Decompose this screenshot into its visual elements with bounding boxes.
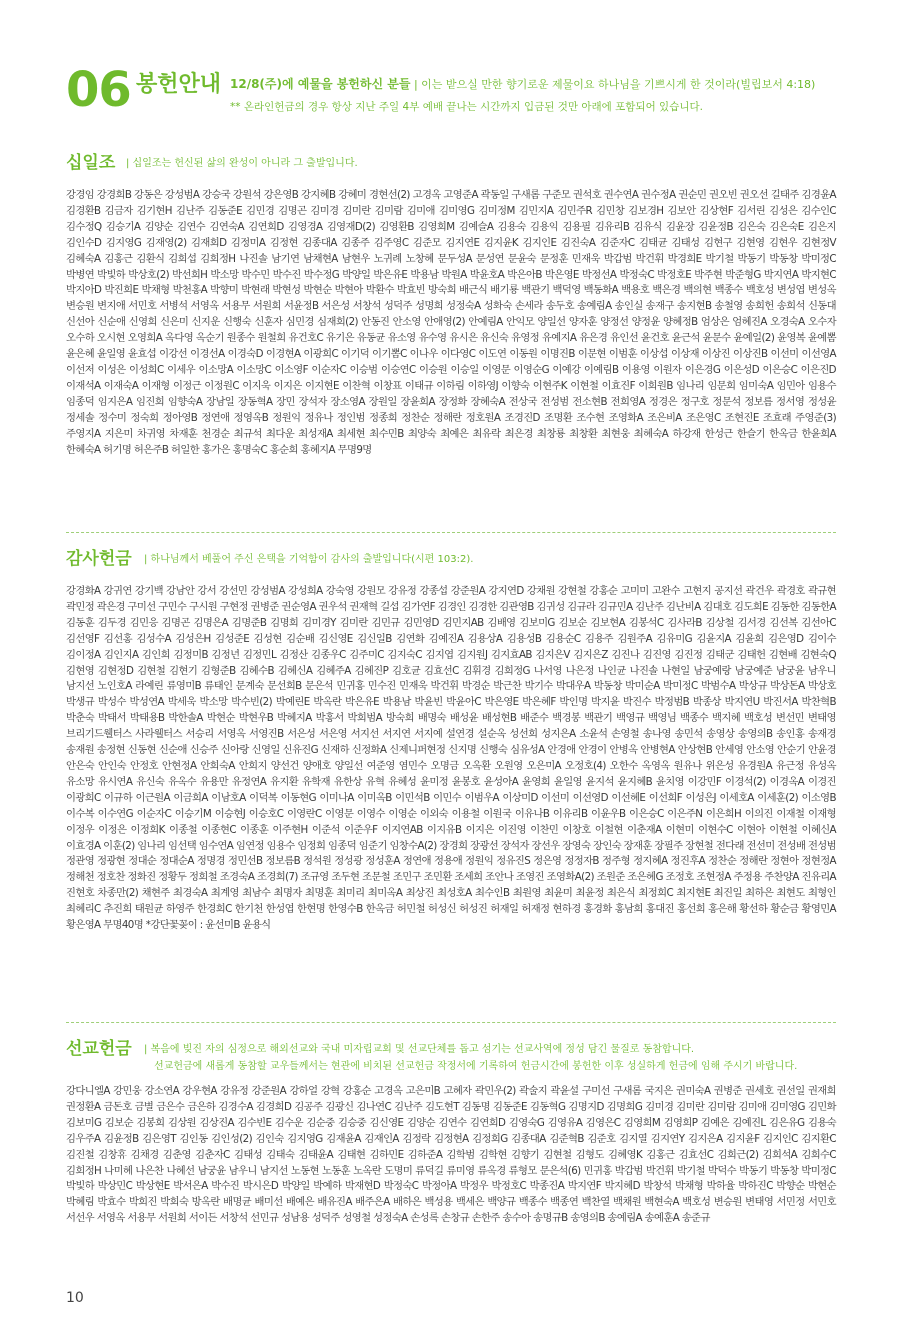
- section-divider: [66, 1022, 836, 1023]
- header-note: ** 온라인헌금의 경우 항상 지난 주일 4부 예배 끝나는 시간까지 입금된 것만 아래에 포함되어 있습니다.: [230, 101, 703, 113]
- donor-list: 강경임 강경희B 강동은 강성범A 강승국 강원석 강은영B 강지혜B 강혜미 경현선(2) 고경옥 고영준A 곽동일 구새롬 구준모 권석호 권수연A 권수정A 권순민 권오빈 권오선 길태주 김경윤A 김경환B 김금자 김기현H 김난주 김동준E 김민경 김명곤 김미경 김미란 김미람 김미애 김미영G 김미정M 김민지A 김민주R 김민창 김보경H 김보안 김상현F 김서린 김성은 김수인C 김수정Q 김승기A 김양순 김연수 김연숙A 김연희D 김영경A 김영재D(2) 김영환B 김영희M 김예슬A 김용숙 김용익 김용필 김유리B 김유식 김윤장 김윤정B 김은숙 김은숙E 김은지 김인수D 김지영G 김재영(2) 김재희D 김정미A 김정현 김종대A 김종주 김주영C 김준모 김지연E 김지윤K 김지인E 김진숙A 김준자C 김태균 김태성 김현구 김현영 김현우 김현정V 김혜숙A 김홍근 김환식 김희섭 김희정H 나진솔 남기연 남채현A 남현우 노귀례 노창혜 문두성A 문성연 문윤숙 문정훈 민재욱 박갑범 박건휘 박경희E 박기철 박동기 박동창 박미정C 박병연 박빛하 박상호(2) 박선희H 박소망 박수민 박수진 박수정G 박양일 박은유E 박용남 박원A 박윤호A 박은아B 박은영E 박정선A 박정숙C 박정호E 박주현 박준형G 박지연A 박지현C 박지아D 박진희E 박채형 박천홍A 박향미 박현래 박현성 박현순 박현아 박환수 박효빈 방숙희 배근식 배기룡 백관기 백덕영 백동화A 백용호 백은경 백의현 백종수 백호성 변성엽 변성옥 변승원 변지애 서민호 서병석 서영옥 서용무 서원희 서윤정B 서은성 서창석 성덕주 성명희 성정숙A 성화숙 손세라 송두호 송예림A 송인실 송재구 송지현B 송철영 송희헌 송희석 신동대 신선아 신순애 신영희 신은미 신지운 신행숙 신훈자 심민경 심재희(2) 안동진 안소영 안애영(2) 안예림A 안익모 양일선 양자훈 양정선 양정윤 양혜정B 엄상은 엄혜진A 오경숙A 오수자 오수하 오시현 오영희A 옥다영 옥순기 원종수 원철희 유건호C 유기은 유동균 유소영 유수영 유시은 유신숙 유영정 유예지A 유은경 유인선 윤건호 윤근석 윤문수 윤예일(2) 윤영복 윤예뽐 윤은혜 윤일영 윤효섭 이강선 이경선A 이경숙D 이경현A 이광희C 이기덕 이기뽐C 이나우 이다영C 이도연 이동원 이명진B 이문현 이범훈 이상섭 이상재 이상진 이상진B 이선미 이선영A 이선저 이성은 이성희C 이세우 이소망A 이소망C 이소영F 이순자C 이승범 이승연C 이승원 이승일 이영문 이영순G 이예강 이예림B 이용영 이원자 이은경G 이은성D 이은승C 이은진D 이재석A 이재숙A 이재형 이정근 이정원C 이지욱 이지은 이지현E 이찬혁 이창표 이태규 이하림 이하영J 이향숙 이현주K 이현철 이효진F 이희원B 임나리 임문희 임미숙A 임민아 임용수 임종덕 임지은A 임진희 임향숙A 장남일 장동혁A 장민 장석자 장소영A 장원일 장윤희A 장정화 장혜숙A 전상국 전성범 전소현B 전희영A 정경은 정구호 정문석 정보름 정서영 정성윤 정세솔 정수미 정숙희 정아영B 정연애 정영옥B 정원익 정유나 정인범 정종희 정찬순 정해란 정호원A 조경진D 조명환 조수현 조영화A 조은비A 조은영C 조현진E 조효래 주영준(3) 주영지A 지은미 차귀영 차재훈 천경순 최규석 최다운 최성재A 최세현 최수민B 최양숙 최예은 최유락 최은경 최창룡 최창환 최현웅 최혜숙A 하강재 한성근 한슬기 한옥금 한윤희A 한혜숙A 허기명 허은주B 허일한 홍가은 홍명숙C 홍순희 홍혜지A 무명9명: [66, 189, 836, 456]
- donor-names: 강경화A 강귀연 강기백 강남안 강서 강선민 강성범A 강성희A 강숙영 강원모 강유정 강종섭 강준원A 강지연D 강채원 강현철 강홍순 고미미 고완수 고현지 공지선 곽건우 곽경호 곽규현 곽민정 곽은경 구미선 구민수 구시원 구현정 권병준 권순영A 권우석 권재혁 길섭 김가연F 김경인 김경한 김관영B 김귀성 김규라 김규민A 김난주 김난비A 김대호 김도희E 김동한 김동한A 김동훈 김두경 김민응 김명곤 김명은A 김명준B 김명희 김미경Y 김미란 김민규 김민영D 김민지AB 김배영 김보미G 김보순 김보현A 김봉석C 김사라B 김상철 김서경 김선복 김선아C 김선영F 김선홍 김성수A 김성은H 김성준E 김성현 김순배 김신영E 김신일B 김연화 김예진A 김용상A 김용성B 김용순C 김용주 김원주A 김유미G 김윤지A 김윤희 김은영D 김이수 김이정A 김인지A 김인희 김정미B 김정년 김정민L 김정산 김종우C 김주미C 김지숙C 김지엽 김지원J 김지효AB 김지은V 김지은Z 김진나 김진영 김진정 김태군 김태헌 김현배 김현숙Q 김현영 김현정D 김현철 김현기 김형준B 김혜수B 김혜신A 김혜주A 김혜진P 김호균 김효선C 김휘경 김희정G 나서영 나은정 나인균 나진솔 나현일 남궁예랑 남궁예준 남궁윤 남우니 남지선 노인호A 라예린 류영미B 류태인 문계숙 문선희B 문은석 민귀홍 민수진 민재욱 박건휘 박경순 박근찬 박기수 박대우A 박동창 박미순A 박미정C 박범수A 박상규 박상돈A 박상호 박생규 박성수 박성연A 박세욱 박소망 박수빈(2) 박예린E 박옥란 박은유E 박용남 박윤빈 박윤아C 박은영E 박은혜F 박인명 박지윤 박진수 박정범B 박종상 박지연U 박진서A 박찬혁B 박춘숙 박태서 박태용B 박한솔A 박현순 박현우B 박혜지A 박홍서 박희범A 방숙희 배명숙 배성윤 배성현B 배준수 백경봉 백관기 백영규 백영님 백종수 백지혜 백호성 변선민 변태영 브리기드웰터스 사라웰터스 서승리 서영옥 서영진B 서은성 서은영 서지선 서지연 서지예 설연경 설순옥 성선희 성지은A 소윤석 손영철 송나영 송민석 송영상 송영의B 송인홍 송재경 송재원 송정현 신동현 신순애 신승주 신아랑 신영일 신유진G 신재하 신정화A 신제니퍼현정 신지명 신행숙 심유성A 안경애 안경이 안병옥 안병현A 안상현B 안세영 안소영 안순기 안윤경 안은숙 안인숙 안정호 안현정A 안희숙A 안희지 양선건 양애호 양일선 여준영 염민수 오명금 오옥환 오원영 오은미A 오정호(4) 오한수 옥영옥 원유나 위은성 유경원A 유근정 유성옥 유소망 유시연A 유신숙 유옥수 유용만 유정연A 유지환 유학재 유한상 유혁 유혜성 윤미정 윤봉호 윤성아A 윤영희 윤일영 윤지석 윤지혜B 윤치영 이강민F 이경석(2) 이경옥A 이경진 이광희C 이규하 이근원A 이금희A 이남호A 이덕복 이동현G 이미나A 이미옥B 이민석B 이민수 이범우A 이상미D 이선미 이선영D 이선혜E 이선희F 이성은J 이세호A 이세훈(2) 이소영B 이수복 이수연G 이순자C 이승기M 이승현J 이승호C 이영란C 이영문 이영수 이영순 이외숙 이용철 이원국 이유나B 이유리B 이윤우B 이은승C 이은주N 이은희H 이의진 이재철 이재형 이정우 이정은 이정희K 이종철 이종현C 이종훈 이주현H 이준석 이준우F 이지연AB 이지유B 이지은 이진영 이찬민 이창호 이철현 이춘재A 이현미 이현수C 이현아 이현철 이혜신A 이효경A 이훈(2) 임나리 임선택 임수연A 임연정 임용수 임정희 임종덕 임준기 임창수A(2) 장경희 장광선 장석자 장선우 장영숙 장인숙 장재훈 장필주 장현철 전다래 전선미 전성배 전성범 정관영 정광현 정대순 정대순A 정명경 정민선B 정보름B 정석원 정성광 정성훈A 정연애 정용애 정원익 정유진S 정은영 정정자B 정주형 정지혜A 정진후A 정찬순 정해란 정현아 정현정A 정해천 정호찬 정화진 정황두 정희철 조경숙A 조경희(7) 조규영 조두현 조문철 조민구 조민환 조세희 조안나 조영진 조영화A(2) 조원준 조은혜G 조정호 조현정A 주정용 주찬양A 진유리A 진현호 차종만(2) 채현주 최경숙A 최계영 최남수 최명자 최명훈 최미리 최미옥A 최상진 최성호A 최수인B 최원영 최윤미 최윤정 최은식 최정희C 최지현E 최진일 최하은 최현도 최형인 최혜리C 추진희 태원균 하영주 한경희C 한기천 한성엽 한현명 한영수B 한옥금 허민철 허성신 허성진 허재일 허재정 현하경 홍경화 홍남희 홍대진 홍선희 홍은해 황선하 황순금 황영민A 황은영A 무명40명: [66, 585, 837, 932]
- section-subtitle: | 복음에 빚진 자의 심정으로 해외선교와 국내 미자립교회 및 선교단체를 돕고 섬기는 선교사역에 정성 담긴 물질로 동참합니다.: [144, 1044, 695, 1055]
- section-subtitle-2: 선교헌금에 새롭게 동참할 교우들께서는 현관에 비치된 선교헌금 작정서에 기록하여 헌금시간에 봉헌한 이후 성실하게 헌금에 임해 주시기 바랍니다.: [154, 1061, 798, 1072]
- page-title: 봉헌안내: [136, 72, 222, 97]
- section-title: 선교헌금: [66, 1039, 132, 1059]
- mission-section: [66, 1038, 836, 1227]
- header-verse: | 이는 받으실 만한 향기로운 제물이요 하나님을 기쁘시게 한 것이라(빌립보서 4:18): [410, 78, 816, 91]
- flower-memo: *강단꽃꽂이 : 윤선미B 윤용식: [145, 919, 271, 932]
- tithe-section: [66, 152, 836, 458]
- donor-list: 강다니엘A 강민웅 강소연A 강우현A 강유정 강준원A 강하얼 강혁 강홍순 고경옥 고은미B 고혜자 곽민우(2) 곽술지 곽윤설 구미선 구새롬 국지은 권미숙A 권병준 권세호 권선일 권재희 권정환A 금돈호 금별 금은수 금은하 김경수A 김경희D 김공주 김광신 김나연C 김난주 김도현T 김동명 김동준E 김동혁G 김명지D 김명희G 김미경 김미란 김미람 김미애 김미영G 김민화 김보미G 김보순 김봉희 김상원 김상진A 김수빈E 김수운 김순중 김승중 김신영E 김양순 김연수 김연희D 김영숙G 김영유A 김영은C 김영희M 김영희P 김예은 김예진L 김은유G 김용숙 김우주A 김윤정B 김은영T 김인동 김인성(2) 김인숙 김지영G 김재윤A 김재인A 김정락 김정현A 김정희G 김종대A 김준혁B 김준호 김지열 김지연Y 김지은A 김지윤F 김지인C 김지환C 김진철 김창휴 김채경 김춘영 김춘자C 김태성 김태숙 김태윤A 김태현 김하민E 김하준A 김학범 김학현 김향기 김현철 김형도 김혜영K 김홍근 김효선C 김희근(2) 김희석A 김희수C 김희정H 나미혜 나은찬 나혜선 남궁윤 남우니 남지선 노동현 노동훈 노옥란 도명미 류덕길 류미영 류옥경 류형모 문은석(6) 민귀홍 박갑범 박건휘 박기철 박덕수 박동기 박동창 박미정C 박빛하 박상민C 박상현E 박서은A 박수진 박시은D 박양일 박예하 박재현D 박정숙C 박정아A 박정우 박정호C 박종진A 박지연F 박지혜D 박창석 박채형 박하율 박하진C 박향순 박현순 박혜림 박효수 박희진 박희숙 방옥란 배명균 배미선 배예은 배유진A 배주은A 배하은 백성용 백세은 백양규 백종수 백종연 백찬열 백채원 백현숙A 백호성 변승원 변태영 서민정 서민호 서선우 서영옥 서용무 서원희 서이든 서창석 선민규 성남용 성덕주 성영철 성정숙A 손성록 손창규 손한주 송수아 송명규B 송영의B 송예림A 송예훈A 송준규: [66, 1085, 836, 1225]
- page-number: 10: [66, 1290, 84, 1306]
- donor-list: [66, 584, 836, 934]
- section-subtitle: | 하나님께서 베풀어 주신 은택을 기억함이 감사의 출발입니다(시편 103:2).: [144, 554, 474, 565]
- header-subtitle: [230, 76, 815, 93]
- section-title: 감사헌금: [66, 549, 132, 569]
- section-number: 06: [66, 62, 131, 118]
- thanks-section: [66, 548, 836, 934]
- section-divider: [66, 532, 836, 533]
- section-title: 십일조: [66, 153, 116, 173]
- header-lead: 12/8(주)에 예물을 봉헌하신 분들: [230, 77, 411, 91]
- page-header: [66, 60, 846, 130]
- section-subtitle: | 십일조는 헌신된 삶의 완성이 아니라 그 출발입니다.: [126, 158, 358, 169]
